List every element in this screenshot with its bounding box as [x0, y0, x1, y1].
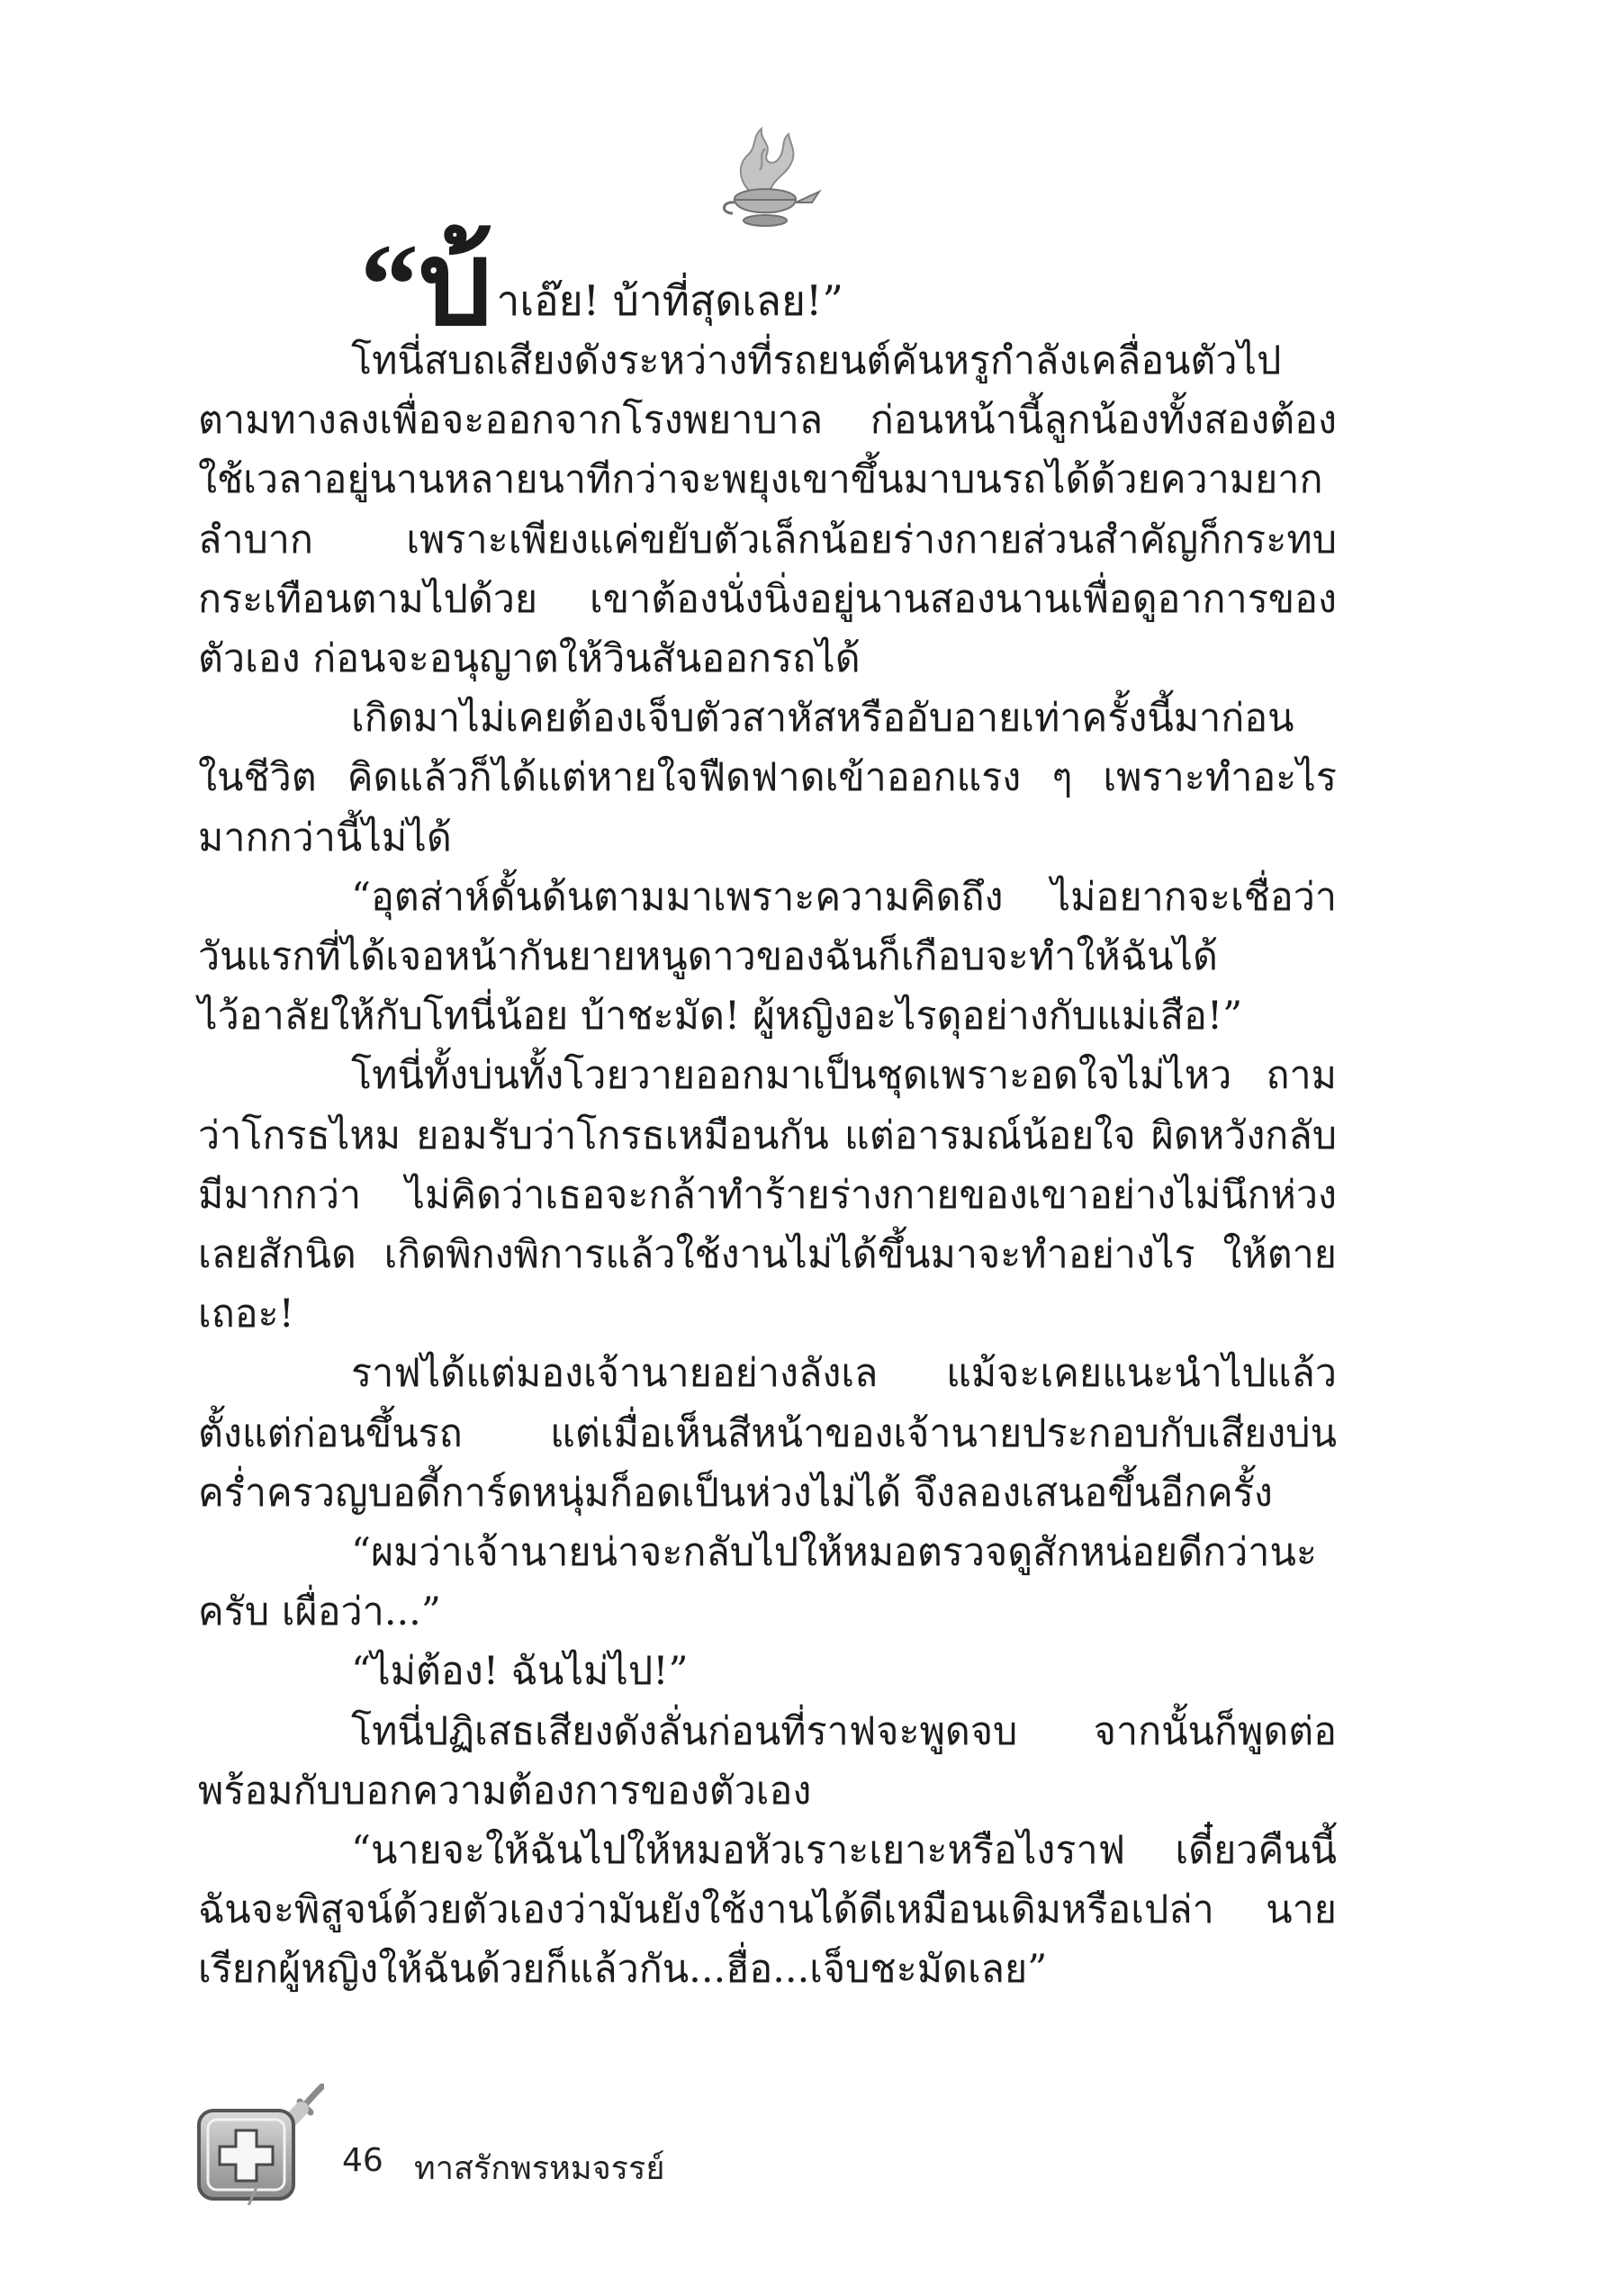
paragraph: โทนี่สบถเสียงดังระหว่างที่รถยนต์คันหรูกำลังเคลื่อนตัวไปตามทางลงเพื่อจะออกจากโรงพยาบาล ก่อนหน้านี้ลูกน้องทั้งสองต้องใช้เวลาอยู่นานหลายนาทีกว่าจะพยุงเขาขึ้นมาบนรถได้ด้วยความยากลำบาก เพราะเพียงแค่ขยับตัวเล็กน้อยร่างกายส่วนสำคัญก็กระทบกระเทือนตามไปด้วย เขาต้องนั่งนิ่งอยู่นานสองนานเพื่อดูอาการของตัวเอง ก่อนจะอนุญาตให้วินสันออกรถได้ [198, 338, 1337, 682]
paragraph: “นายจะให้ฉันไปให้หมอหัวเราะเยาะหรือไงราฟ เดี๋ยวคืนนี้ฉันจะพิสูจน์ด้วยตัวเองว่ามันยังใช้งานได้ดีเหมือนเดิมหรือเปล่า นายเรียกผู้หญิงให้ฉันด้วยก็แล้วกัน...ฮื่อ...เจ็บชะมัดเลย” [198, 1828, 1337, 1993]
paragraph: เกิดมาไม่เคยต้องเจ็บตัวสาหัสหรืออับอายเท่าครั้งนี้มาก่อนในชีวิต คิดแล้วก็ได้แต่หายใจฟืดฟาดเข้าออกแรง ๆ เพราะทำอะไรมากกว่านี้ไม่ได้ [198, 696, 1337, 860]
paragraph: โทนี่ปฏิเสธเสียงดังลั่นก่อนที่ราฟจะพูดจบ จากนั้นก็พูดต่อพร้อมกับบอกความต้องการของตัวเอง [198, 1708, 1337, 1814]
body-text [198, 331, 1337, 2000]
page-number: 46 [342, 2142, 383, 2179]
page-footer [194, 2061, 824, 2214]
paragraph: “อุตส่าห์ดั้นด้นตามมาเพราะความคิดถึง ไม่อยากจะเชื่อว่าวันแรกที่ได้เจอหน้ากันยายหนูดาวของฉันก็เกือบจะทำให้ฉันได้ไว้อาลัยให้กับโทนี่น้อย บ้าชะมัด! ผู้หญิงอะไรดุอย่างกับแม่เสือ!” [198, 874, 1337, 1040]
chapter-opening-line [360, 215, 843, 352]
paragraph: “ไม่ต้อง! ฉันไม่ไป!” [351, 1649, 689, 1695]
opening-quote: “ [360, 221, 419, 350]
drop-cap: บ้ [419, 215, 493, 352]
paragraph: “ผมว่าเจ้านายน่าจะกลับไปให้หมอตรวจดูสักหน่อยดีกว่านะครับ เผื่อว่า...” [198, 1530, 1317, 1635]
book-title: ทาสรักพรหมจรรย์ [414, 2150, 665, 2187]
medical-kit-syringe-icon [194, 2084, 324, 2205]
paragraph: โทนี่ทั้งบ่นทั้งโวยวายออกมาเป็นชุดเพราะอดใจไม่ไหว ถามว่าโกรธไหม ยอมรับว่าโกรธเหมือนกัน แต่อารมณ์น้อยใจ ผิดหวังกลับมีมากกว่า ไม่คิดว่าเธอจะกล้าทำร้ายร่างกายของเขาอย่างไม่นึกห่วงเลยสักนิด เกิดพิกงพิการแล้วใช้งานไม่ได้ขึ้นมาจะทำอย่างไร ให้ตายเถอะ! [198, 1053, 1337, 1337]
opening-line-text: าเอ๊ย! บ้าที่สุดเลย!” [496, 276, 843, 325]
paragraph: ราฟได้แต่มองเจ้านายอย่างลังเล แม้จะเคยแนะนำไปแล้วตั้งแต่ก่อนขึ้นรถ แต่เมื่อเห็นสีหน้าของเจ้านายประกอบกับเสียงบ่นคร่ำครวญบอดี้การ์ดหนุ่มก็อดเป็นห่วงไม่ได้ จึงลองเสนอขึ้นอีกครั้ง [198, 1351, 1337, 1516]
lamp-icon [702, 113, 828, 239]
